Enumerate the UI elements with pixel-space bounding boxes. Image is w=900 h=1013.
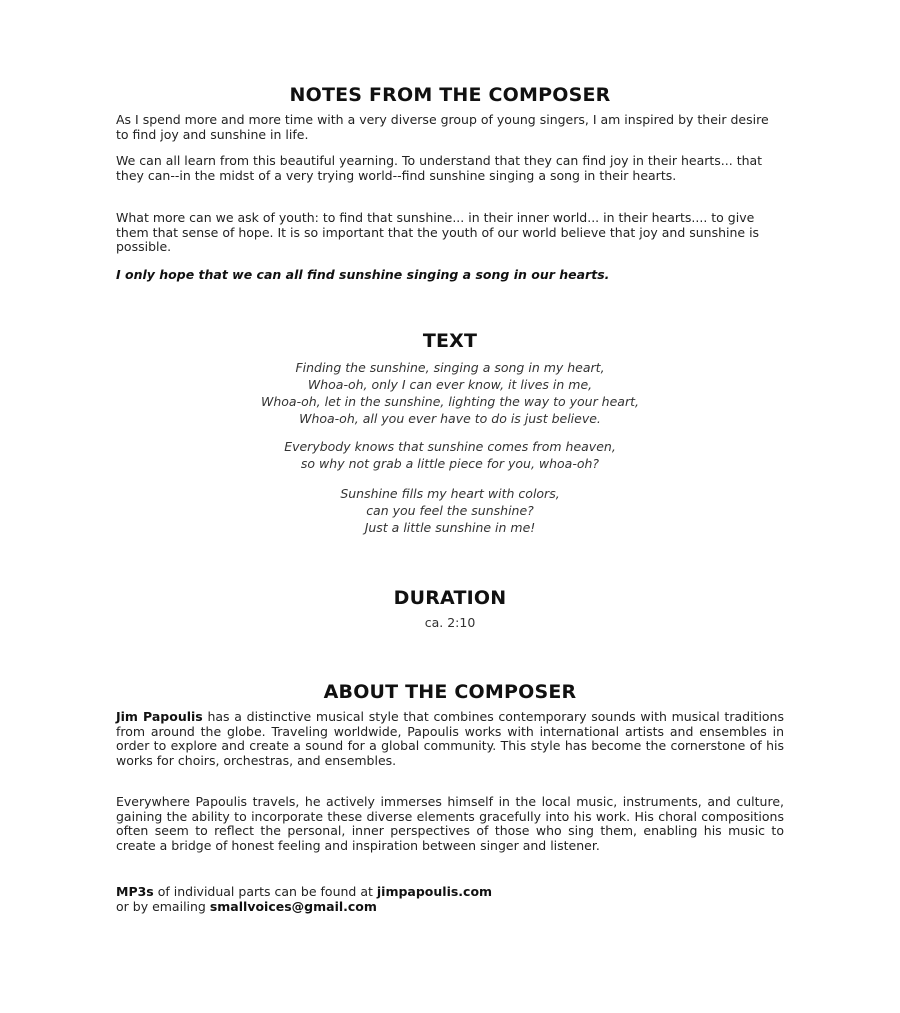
lyric-line: Sunshine fills my heart with colors, [340, 486, 560, 501]
about-paragraph-2: Everywhere Papoulis travels, he actively immerses himself in the local music, instruments, and culture, gaining the ability to incorporate these diverse elements gracefully into his work. His choral compositions often seem to reflect the personal, inner perspectives of those who sing them, enabling his music to create a bridge of honest feeling and inspiration between singer and listener. [116, 794, 784, 853]
lyric-line: Everybody knows that sunshine comes from heaven, [284, 439, 616, 454]
lyric-stanza-1 [116, 359, 784, 427]
notes-closing-statement: I only hope that we can all find sunshine singing a song in our hearts. [116, 267, 610, 282]
mp3-text: of individual parts can be found at [153, 884, 377, 899]
mp3-info [116, 885, 784, 914]
about-heading: ABOUT THE COMPOSER [323, 681, 577, 703]
composer-name: Jim Papoulis [116, 709, 203, 724]
notes-paragraph-1: As I spend more and more time with a very diverse group of young singers, I am inspired by their desire to find joy and sunshine in life. [116, 112, 769, 142]
mp3-label: MP3s [116, 884, 154, 899]
lyric-line: Whoa-oh, let in the sunshine, lighting the way to your heart, [261, 394, 639, 409]
email-link[interactable]: smallvoices@gmail.com [209, 898, 377, 914]
lyric-line: Just a little sunshine in me! [364, 520, 536, 535]
text-heading: TEXT [422, 330, 478, 352]
notes-heading: NOTES FROM THE COMPOSER [289, 84, 611, 106]
lyric-line: Finding the sunshine, singing a song in my heart, [295, 360, 605, 375]
about-paragraph-1-text: has a distinctive musical style that combines contemporary sounds with musical traditions from around the globe. Traveling worldwide, Papoulis works with international artists and ensembles in order to explore and create a sound for a global community. This style has become the cornerstone of his works for choirs, orchestras, and ensembles. [116, 709, 784, 768]
about-paragraph-1 [116, 710, 784, 768]
lyric-stanza-2 [116, 438, 784, 472]
lyric-line: so why not grab a little piece for you, whoa-oh? [300, 456, 600, 471]
duration-heading: DURATION [393, 587, 507, 609]
email-prefix: or by emailing [116, 898, 210, 914]
duration-value: ca. 2:10 [424, 615, 476, 630]
notes-paragraph-3: What more can we ask of youth: to find that sunshine... in their inner world... in their hearts.... to give them that sense of hope. It is so important that the youth of our world believe that joy and sunshine is possible. [116, 210, 760, 255]
lyric-line: can you feel the sunshine? [366, 503, 534, 518]
website-link[interactable]: jimpapoulis.com [376, 884, 493, 899]
lyric-line: Whoa-oh, only I can ever know, it lives in me, [307, 377, 593, 392]
lyric-line: Whoa-oh, all you ever have to do is just believe. [299, 411, 601, 426]
lyric-stanza-3 [116, 485, 784, 536]
notes-paragraph-2: We can all learn from this beautiful yearning. To understand that they can find joy in their hearts... that they can--in the midst of a very trying world--find sunshine singing a song in their hearts. [116, 153, 763, 183]
